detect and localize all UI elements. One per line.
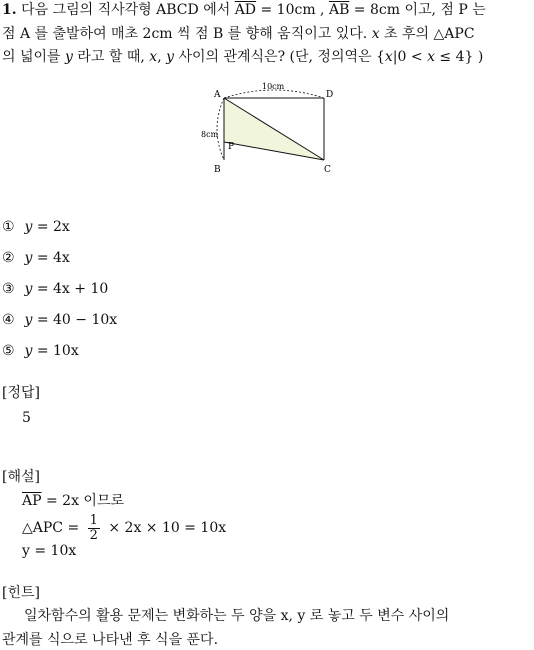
answer-label: [정답] bbox=[2, 385, 40, 401]
label-top-length: 10cm bbox=[262, 82, 285, 91]
var-x: x bbox=[384, 49, 393, 65]
choice-3[interactable] bbox=[2, 279, 108, 299]
segment-ad: $\overline{AD}$ bbox=[234, 2, 257, 18]
solution-line-1 bbox=[22, 491, 124, 511]
question-text-3a: 의 넓이를 bbox=[2, 49, 65, 65]
question-text-3d: 사이의 관계식은? (단, 정의역은 { bbox=[174, 49, 385, 65]
label-p: P bbox=[228, 142, 235, 152]
segment-ap: $\overline{AP}$ bbox=[22, 493, 42, 509]
var-y: y bbox=[65, 49, 73, 65]
label-left-length: 8cm bbox=[201, 130, 219, 139]
solution-text-2a: △APC = bbox=[22, 520, 84, 536]
fraction-half bbox=[88, 514, 100, 543]
rectangle-figure bbox=[196, 82, 346, 178]
choice-lhs: y bbox=[24, 250, 33, 266]
question-text-3f: ≤ 4} ) bbox=[434, 49, 484, 65]
solution-text-2b: × 2x × 10 = 10x bbox=[103, 520, 227, 536]
fraction-denominator: 2 bbox=[89, 527, 98, 543]
var-x: x bbox=[371, 26, 380, 42]
choice-lhs: y bbox=[24, 343, 33, 359]
var-y: y bbox=[166, 49, 175, 65]
var-x: x bbox=[427, 49, 435, 65]
choice-mark: ⑤ bbox=[2, 343, 15, 359]
brace-left bbox=[217, 98, 224, 160]
label-a: A bbox=[214, 90, 221, 100]
fraction-numerator: 1 bbox=[89, 512, 98, 528]
solution-line-2 bbox=[22, 513, 226, 543]
choice-mark: ③ bbox=[2, 281, 15, 297]
choice-5[interactable] bbox=[2, 341, 79, 361]
var-x: x bbox=[149, 49, 158, 65]
question-text-1a: 다음 그림의 직사각형 ABCD 에서 bbox=[21, 2, 235, 18]
choice-rhs: = 2x bbox=[32, 219, 70, 235]
question-text-2a: 점 A 를 출발하여 매초 2cm 씩 점 B 를 향해 움직이고 있다. bbox=[2, 26, 372, 42]
choice-rhs: = 4x + 10 bbox=[32, 281, 109, 297]
answer-value: 5 bbox=[22, 410, 31, 426]
choice-4[interactable] bbox=[2, 310, 117, 330]
solution-label: [해설] bbox=[2, 469, 40, 485]
question-text-3b: 라고 할 때, bbox=[72, 49, 150, 65]
hint-line-2: 관계를 식으로 나타낸 후 식을 푼다. bbox=[2, 632, 219, 648]
choice-lhs: y bbox=[24, 312, 33, 328]
choice-mark: ① bbox=[2, 219, 15, 235]
label-b: B bbox=[214, 165, 221, 175]
solution-text-1: = 2x 이므로 bbox=[41, 493, 124, 509]
question-line-3 bbox=[2, 47, 532, 67]
choice-rhs: = 4x bbox=[32, 250, 70, 266]
solution-line-3: y = 10x bbox=[22, 543, 77, 559]
choice-mark: ④ bbox=[2, 312, 15, 328]
label-d: D bbox=[326, 90, 334, 100]
choice-rhs: = 40 − 10x bbox=[32, 312, 118, 328]
question-text-1b: = 10cm , bbox=[256, 2, 329, 18]
choice-lhs: y bbox=[24, 281, 33, 297]
question-number: 1. bbox=[2, 2, 17, 18]
segment-ab: $\overline{AB}$ bbox=[328, 2, 350, 18]
hint-label: [힌트] bbox=[2, 585, 40, 601]
question-line-1 bbox=[2, 0, 532, 20]
question-text-2b: 초 후의 △APC bbox=[379, 26, 475, 42]
choice-2[interactable] bbox=[2, 248, 70, 268]
question-line-2 bbox=[2, 24, 532, 44]
question-text-1c: = 8cm 이고, 점 P 는 bbox=[349, 2, 486, 18]
question-text-3e: |0 < bbox=[392, 49, 428, 65]
brace-top bbox=[224, 90, 324, 98]
label-c: C bbox=[324, 165, 331, 175]
hint-line-1: 일차함수의 활용 문제는 변화하는 두 양을 x, y 로 놓고 두 변수 사이의 bbox=[24, 608, 450, 624]
choice-lhs: y bbox=[24, 219, 33, 235]
question-text-3c: , bbox=[157, 49, 167, 65]
choice-1[interactable] bbox=[2, 217, 70, 237]
choice-rhs: = 10x bbox=[32, 343, 79, 359]
choice-mark: ② bbox=[2, 250, 15, 266]
